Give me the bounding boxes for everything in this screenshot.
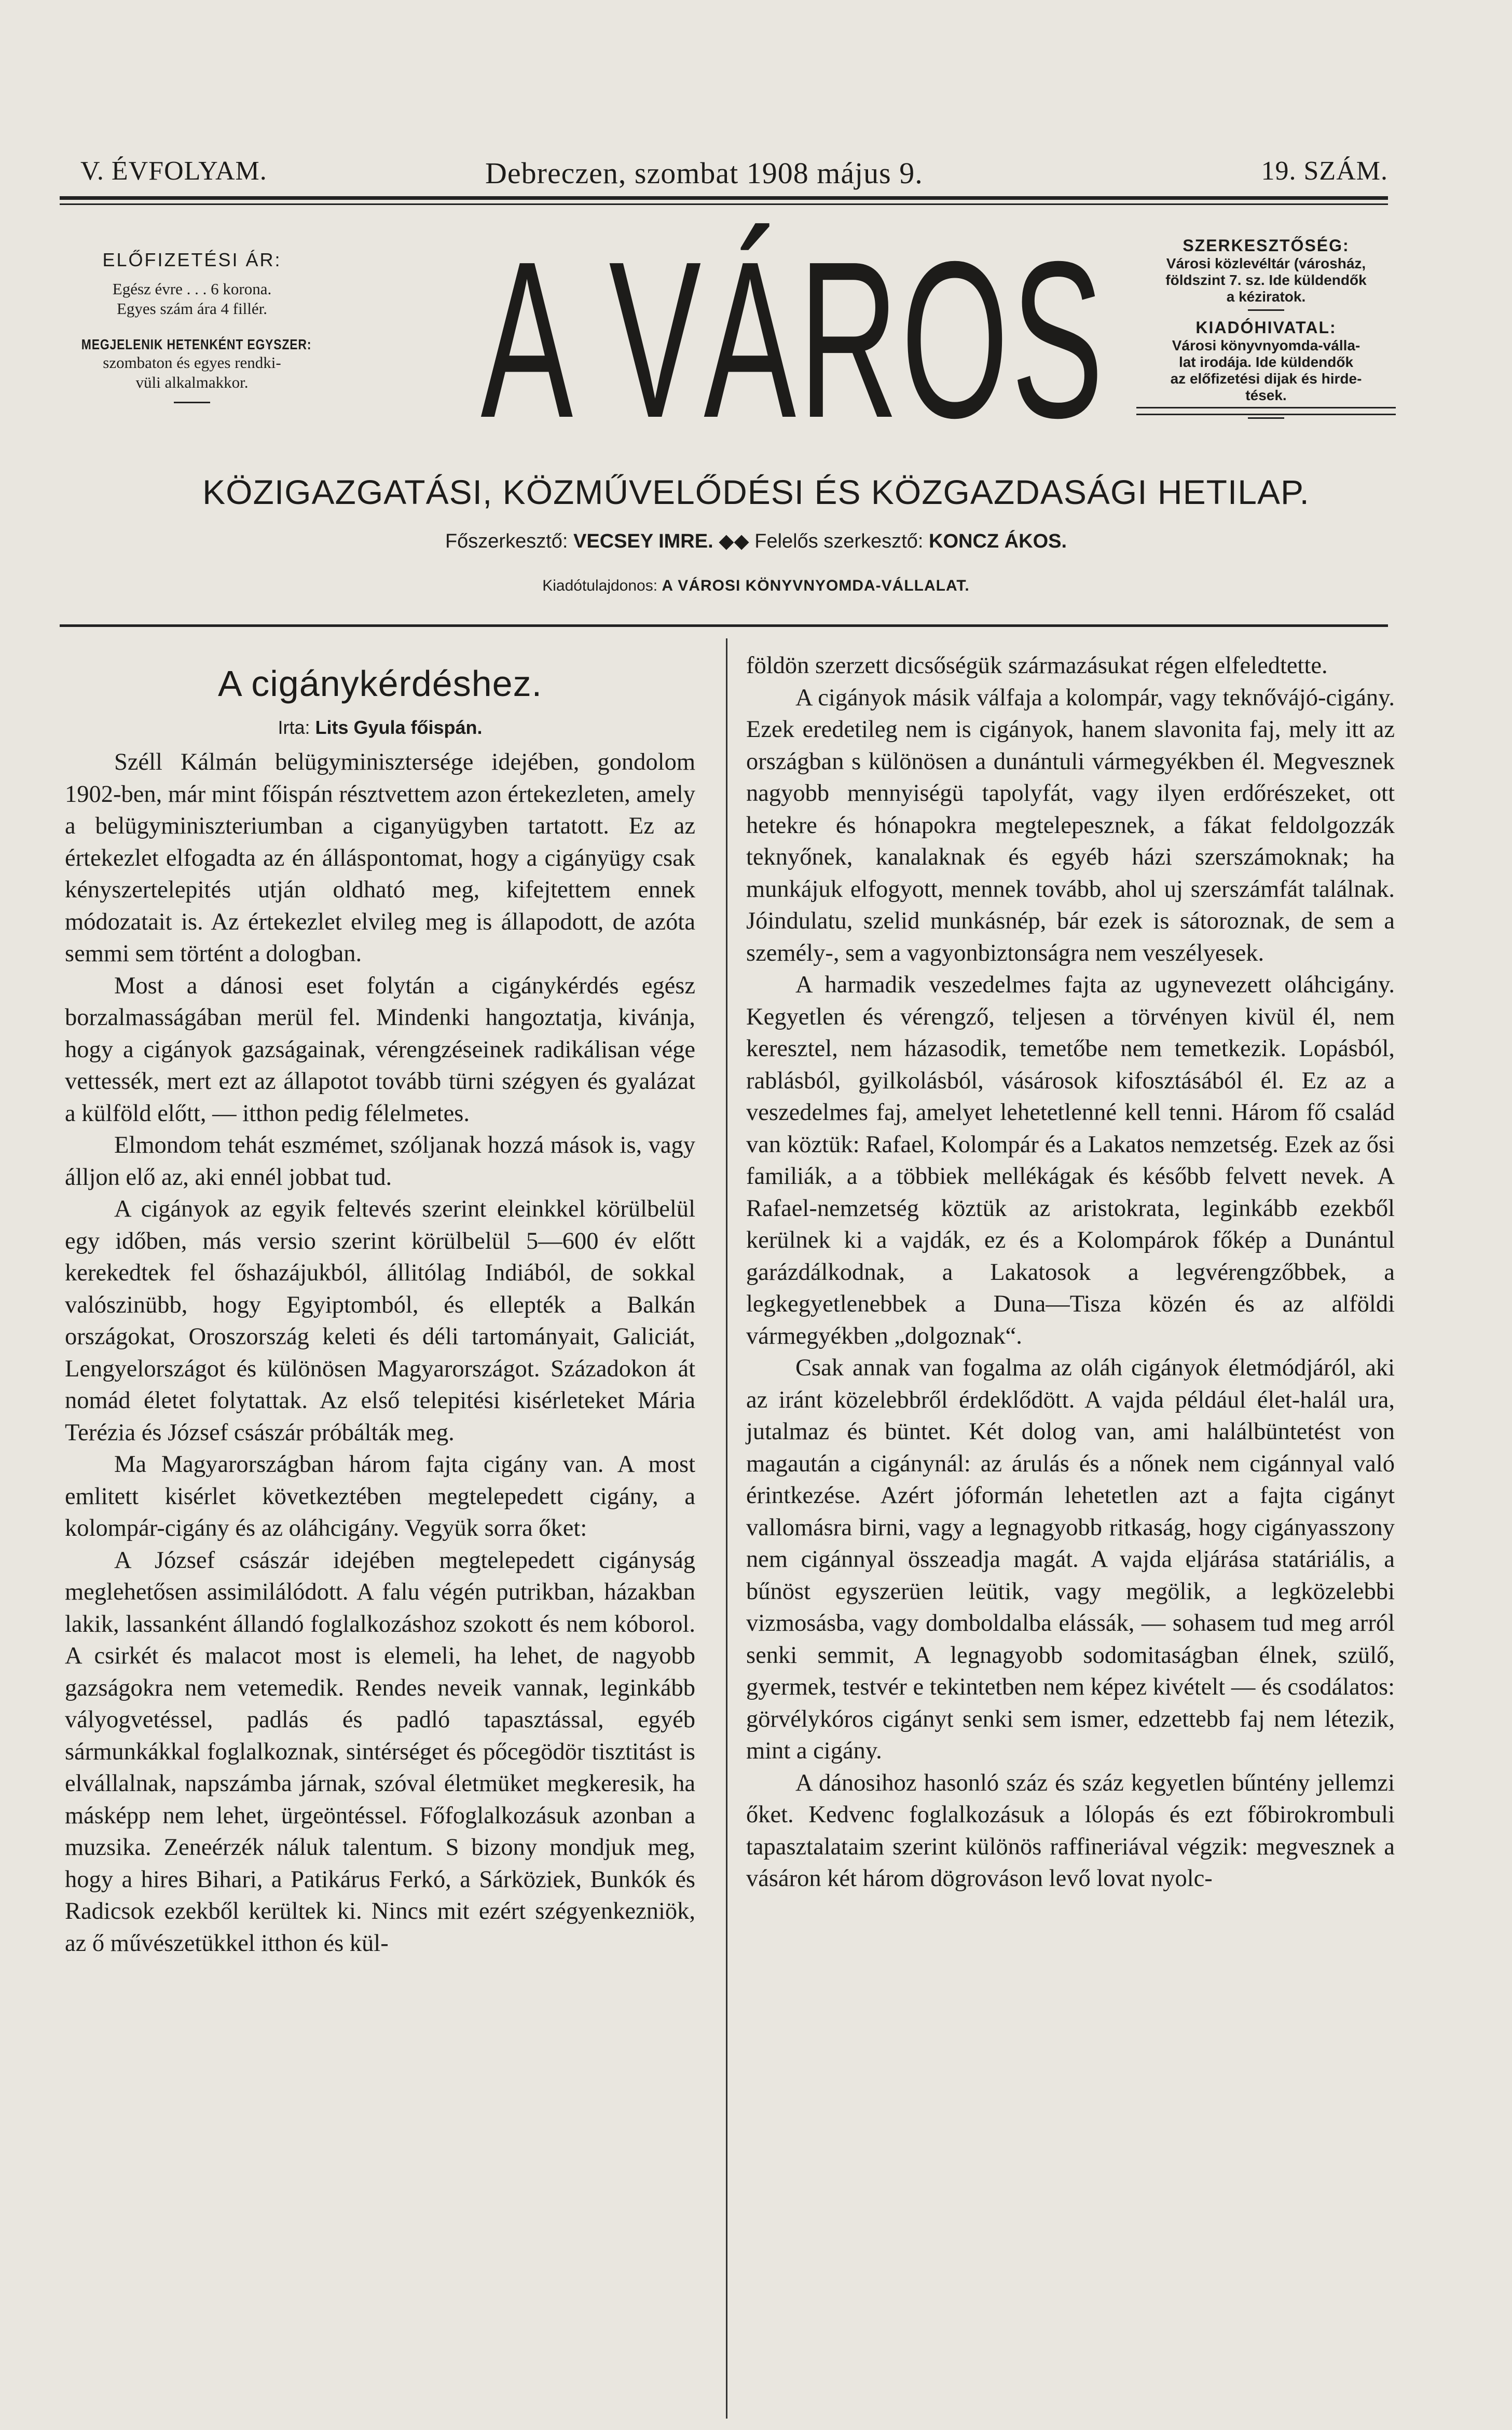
- article-title: A cigánykérdéshez.: [217, 663, 543, 704]
- masthead: [327, 171, 1136, 465]
- article-byline: [65, 714, 695, 741]
- subscription-line: Egész évre . . . 6 korona.: [112, 280, 272, 298]
- divider: [1248, 309, 1284, 311]
- subscription-heading: ELŐFIZETÉSI ÁR:: [102, 249, 282, 270]
- masthead-title: A VÁROS: [480, 215, 1106, 465]
- owner-label: Kiadótulajdonos:: [542, 577, 658, 594]
- editorial-line: földszint 7. sz. Ide küldendők: [1165, 272, 1367, 288]
- article-paragraph: A cigányok az egyik feltevés szerint eleinkkel körülbelül egy időben, más versio szerint körülbelül 5—600 év előtt kerekedtek fel őshazájukból, állitólag Indiából, de sokkal valószinübb, hogy Egyiptomból, és ellepték a Balkán országokat, Oroszország keleti és déli tartományait, Galiciát, Lengyelországot és különösen Magyarországot. Századokon át nomád életet folytattak. Az első telepitési kisérleteket Mária Terézia és József császár próbálták meg.: [65, 1196, 695, 1446]
- volume-label: V. ÉVFOLYAM.: [80, 156, 267, 186]
- article-paragraph: Széll Kálmán belügyminisztersége idejében, gondolom 1902-ben, már mint főispán résztvettem azon értekezleten, amely a belügyminiszteriumban a ciganyügyben tartatott. Ez az értekezlet elfogadta az én álláspontomat, hogy a cigányügy csak kényszertelepités utján oldható meg, kifejtettem ennek módozatait is. Az értekezlet elvileg meg is állapodott, de azóta semmi sem történt a dologban.: [65, 749, 695, 967]
- editorial-line: Városi közlevéltár (városház,: [1166, 255, 1366, 271]
- editors-line: [0, 529, 1512, 553]
- editorial-heading: SZERKESZTŐSÉG:: [1183, 236, 1350, 255]
- publisher-line: lat irodája. Ide küldendők: [1178, 354, 1354, 370]
- frequency-line: szombaton és egyes rendki-: [103, 353, 281, 372]
- publisher-line: tések.: [1245, 387, 1287, 403]
- chief-editor-name: VECSEY IMRE.: [573, 530, 713, 552]
- editorial-box: [1136, 236, 1396, 419]
- subscription-line: Egyes szám ára 4 fillér.: [116, 299, 268, 318]
- separator-icon: ◆◆: [719, 530, 749, 552]
- byline-author: Lits Gyula főispán.: [315, 717, 483, 738]
- masthead-subtitle: KÖZIGAZGATÁSI, KÖZMŰVELŐDÉSI ÉS KÖZGAZDASÁGI HETILAP.: [202, 473, 1310, 511]
- column-separator: [726, 638, 727, 2419]
- divider: [174, 402, 210, 403]
- article-paragraph: Elmondom tehát eszmémet, szóljanak hozzá mások is, vagy álljon elő az, aki ennél jobbat tud.: [65, 1132, 695, 1191]
- subscription-box: [57, 249, 327, 403]
- frequency-line: vüli alkalmakkor.: [135, 373, 249, 391]
- byline-label: Irta:: [278, 717, 310, 738]
- article-paragraph: A József császár idejében megtelepedett cigányság meglehetősen assimilálódott. A falu végén putrikban, házakban lakik, lassanként állandó foglalkozáshoz szokott és nem kóborol. A csirkét és malacot most is elemeli, ha lehet, de nagyobb gazságokra nem vetemedik. Rendes neveik vannak, leginkább vályogvetéssel, padlás és padló tapasztással, egyéb sármunkákkal foglalkoznak, sintérséget és pőcegödör tisztitást is elvállalnak, napszámba járnak, szóval életmüket megkeresik, ha másképp nem lehet, ürgeöntéssel. Főfoglalkozásuk azonban a muzsika. Zeneérzék náluk talentum. S bizony mondjuk meg, hogy a hires Bihari, a Patikárus Ferkó, a Sárköziek, Bunkók és Radicsok ezekből kerültek ki. Nincs mit ezért szégyenkezniök, az ő művészetükkel itthon és kül-: [65, 1547, 695, 1957]
- publisher-heading: KIADÓHIVATAL:: [1195, 318, 1337, 337]
- chief-editor-label: Főszerkesztő:: [445, 530, 568, 552]
- masthead-bottom-rule: [60, 624, 1388, 627]
- article-column-right: [746, 650, 1395, 1895]
- editorial-line: a kéziratok.: [1226, 289, 1306, 305]
- article-paragraph: Csak annak van fogalma az oláh cigányok életmódjáról, aki az iránt közelebbről érdeklődött. A vajda például élet-halál ura, jutalmaz és büntet. Két dolog van, ami halálbüntetést von magaután a cigánynál: az árulás és a nőnek nem cigánnyal való érintkezése. Azért jóformán lehetetlen azt a fajta cigányt vallomásra birni, vagy a legnagyobb ritkaság, hogy cigányasszony nem cigánnyal összeadja magát. A vajda eljárása statáriális, a bűnöst egyszerüen leütik, vagy megölik, a legközelebbi vizmosásba, vagy domboldalba elássák, — sohasem tud meg arról senki semmit, A legnagyobb sodomitaságban élnek, szülő, gyermek, testvér e tekintetben nem képez kivételt — és csodálatos: görvélykóros cigányt senki sem ismer, edzettebb faj nem létezik, mint a cigány.: [746, 1355, 1395, 1764]
- frequency-heading: MEGJELENIK HETENKÉNT EGYSZER:: [81, 336, 312, 352]
- article-paragraph: Most a dánosi eset folytán a cigánykérdés egész borzalmasságában merül fel. Mindenki hangoztatja, kivánja, hogy a cigányok gazságainak, vérengzéseinek radikálisan vége vettessék, mert ezt az állapotot tovább türni szégyen és gyalázat a külföld előtt, — itthon pedig félelmetes.: [65, 972, 695, 1127]
- article-paragraph: A dánosihoz hasonló száz és száz kegyetlen bűntény jellemzi őket. Kedvenc foglalkozásuk a lólopás és ezt főbirokrombuli tapasztalataim szerint különös raffineriával végzik: megvesznek a vásáron két három dögrováson levő lovat nyolc-: [746, 1769, 1395, 1892]
- divider-double: [1136, 407, 1396, 415]
- resp-editor-label: Felelős szerkesztő:: [754, 530, 924, 552]
- article-paragraph: földön szerzett dicsőségük származásukat régen elfeledtette.: [746, 652, 1328, 679]
- article-paragraph: A cigányok másik válfaja a kolompár, vagy teknővájó-cigány. Ezek eredetileg nem is cigányok, hanem slavonita faj, mely itt az országban s különösen a dunántuli vármegyékben él. Megvesznek nagyobb mennyiségü tapolyfát, vagy ilyen erdőrészeket, ott hetekre és hónapokra megtelepesznek, a fákat feldolgozzák teknyőnek, kanalaknak és egyéb házi szerszámoknak; ha munkájuk elfogyott, mennek tovább, ahol uj szerszámfát találnak. Jóindulatu, szelid munkásnép, bár ezek is sátoroznak, de sem a személy-, sem a vagyonbiztonságra nem veszélyesek.: [746, 684, 1395, 966]
- dateline: Debreczen, szombat 1908 május 9.: [485, 156, 923, 190]
- article-column-left: [65, 649, 695, 1959]
- divider: [1248, 417, 1284, 419]
- article-paragraph: A harmadik veszedelmes fajta az ugynevezett oláhcigány. Kegyetlen és vérengző, teljesen a törvényen kivül él, nem keresztel, nem házasodik, temetőbe nem temetkezik. Lopásból, rablásból, gyilkolásból, vásárosok kifosztásából él. Ez az a veszedelmes faj, amelyet lehetetlenné kell tenni. Három fő család van köztük: Rafael, Kolompár és a Lakatos nemzetség. Ezek az ősi familiák, a a többiek mellékágak és később felvett nevek. A Rafael-nemzetség köztük az aristokrata, leginkább ezekből kerülnek ki a vajdák, ez és a Kolompárok főkép a Dunántul garázdálkodnak, a Lakatosok a legvérengzőbbek, a legkegyetlenebbek a Duna—Tisza közén és az alföldi vármegyékben „dolgoznak“.: [746, 972, 1395, 1349]
- publisher-line: [0, 577, 1512, 595]
- publisher-line: az előfizetési dijak és hirde-: [1170, 371, 1362, 387]
- resp-editor-name: KONCZ ÁKOS.: [929, 530, 1067, 552]
- issue-number: 19. SZÁM.: [1261, 156, 1388, 186]
- owner-name: A VÁROSI KÖNYVNYOMDA-VÁLLALAT.: [662, 577, 970, 594]
- publisher-line: Városi könyvnyomda-válla-: [1172, 337, 1360, 353]
- article-paragraph: Ma Magyarországban három fajta cigány van. A most emlitett kisérlet következtében megtelepedett cigány, a kolompár-cigány és az oláhcigány. Vegyük sorra őket:: [65, 1451, 695, 1541]
